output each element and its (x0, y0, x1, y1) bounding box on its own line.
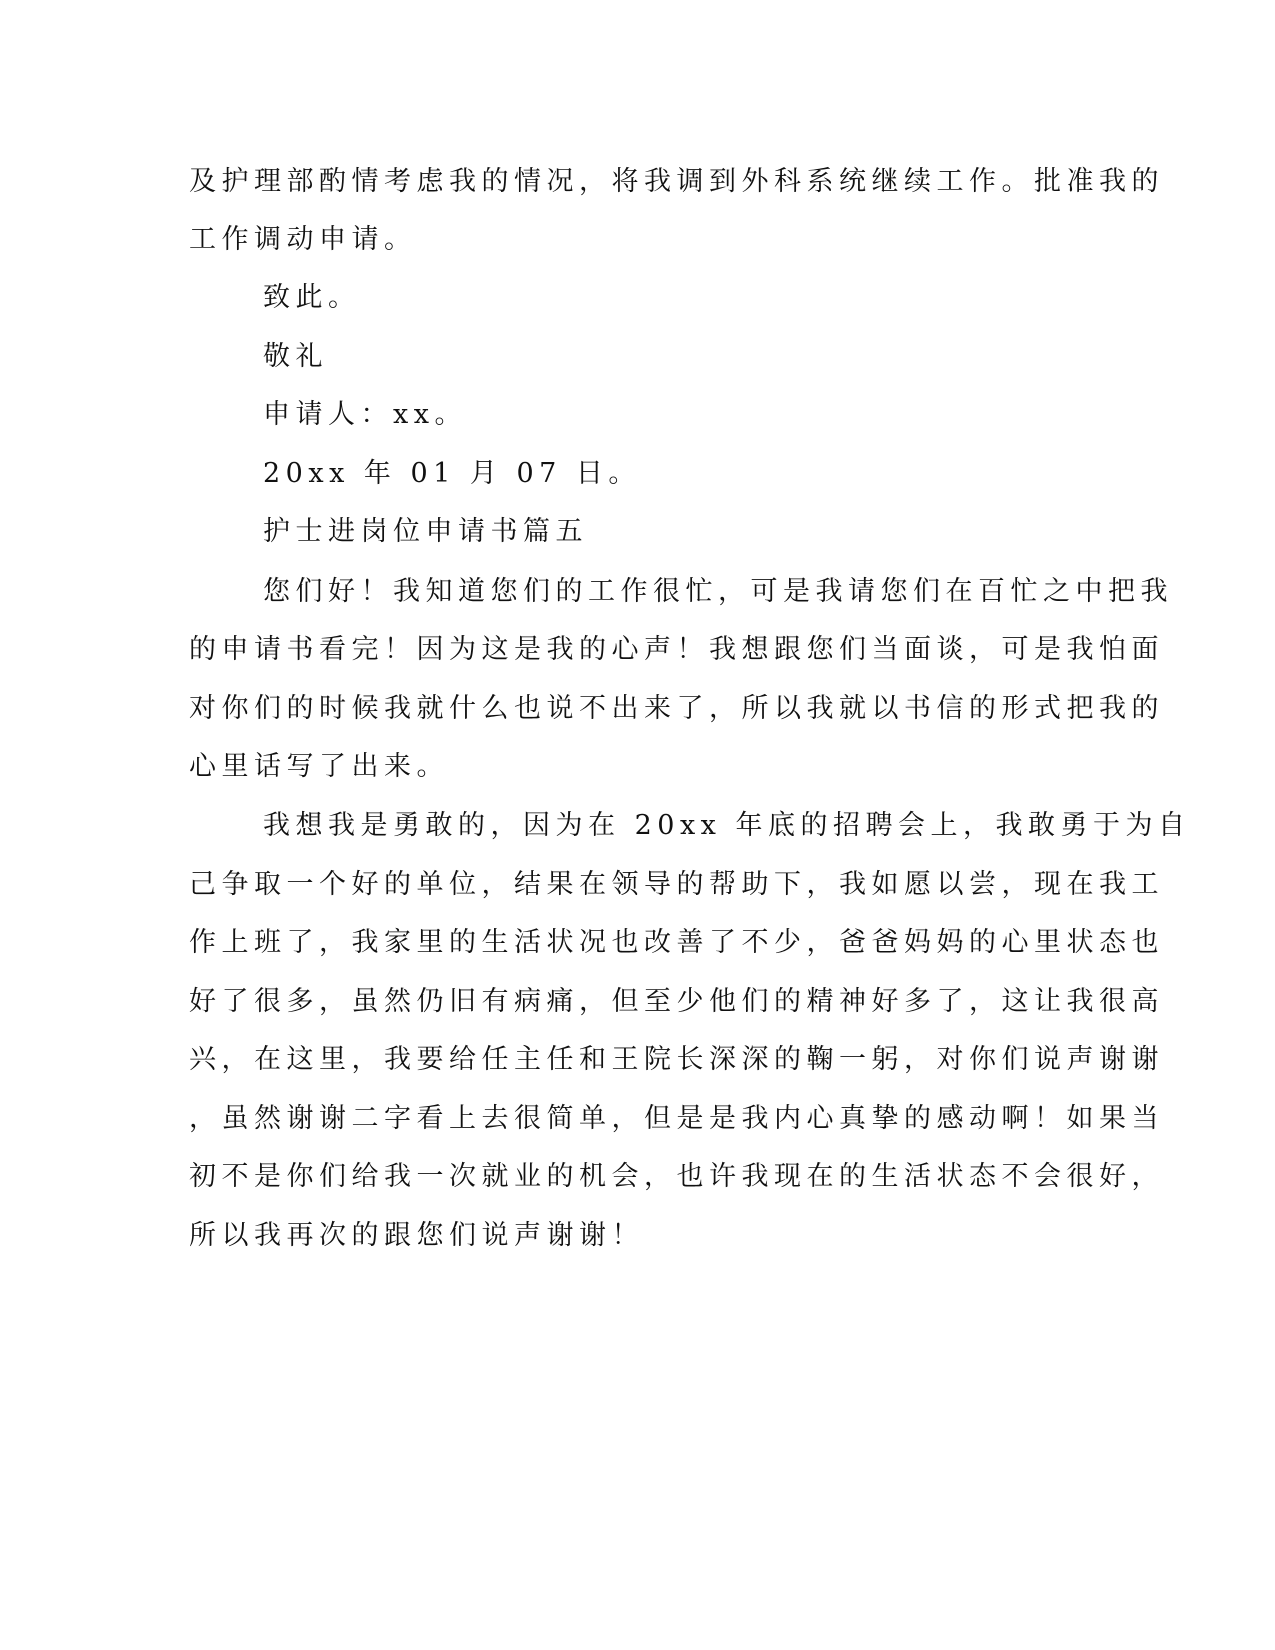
applicant-name: 申请人：xx。 (263, 399, 467, 430)
paragraph-line: 工作调动申请。 (189, 224, 417, 255)
paragraph-line: 及护理部酌情考虑我的情况，将我调到外科系统继续工作。批准我的 (189, 166, 1164, 197)
letter-date: 20xx 年 01 月 07 日。 (263, 458, 641, 489)
paragraph-line: 我想我是勇敢的，因为在 20xx 年底的招聘会上，我敢勇于为自 (263, 810, 1191, 841)
paragraph-line: ，虽然谢谢二字看上去很简单，但是是我内心真挚的感动啊！如果当 (189, 1103, 1164, 1134)
paragraph-line: 心里话写了出来。 (189, 751, 449, 782)
paragraph-line: 初不是你们给我一次就业的机会，也许我现在的生活状态不会很好， (189, 1161, 1164, 1192)
paragraph-line: 对你们的时候我就什么也说不出来了，所以我就以书信的形式把我的 (189, 693, 1164, 724)
paragraph-line: 兴，在这里，我要给任主任和王院长深深的鞠一躬，对你们说声谢谢 (189, 1044, 1164, 1075)
paragraph-line: 所以我再次的跟您们说声谢谢！ (189, 1220, 644, 1251)
paragraph-line: 的申请书看完！因为这是我的心声！我想跟您们当面谈，可是我怕面 (189, 634, 1164, 665)
paragraph-line: 好了很多，虽然仍旧有病痛，但至少他们的精神好多了，这让我很高 (189, 986, 1164, 1017)
closing-phrase: 致此。 (263, 282, 361, 313)
paragraph-line: 作上班了，我家里的生活状况也改善了不少，爸爸妈妈的心里状态也 (189, 927, 1164, 958)
salutation: 敬礼 (263, 341, 328, 372)
section-heading: 护士进岗位申请书篇五 (263, 516, 588, 547)
paragraph-line: 己争取一个好的单位，结果在领导的帮助下，我如愿以尝，现在我工 (189, 869, 1164, 900)
paragraph-line: 您们好！我知道您们的工作很忙，可是我请您们在百忙之中把我 (263, 576, 1173, 607)
